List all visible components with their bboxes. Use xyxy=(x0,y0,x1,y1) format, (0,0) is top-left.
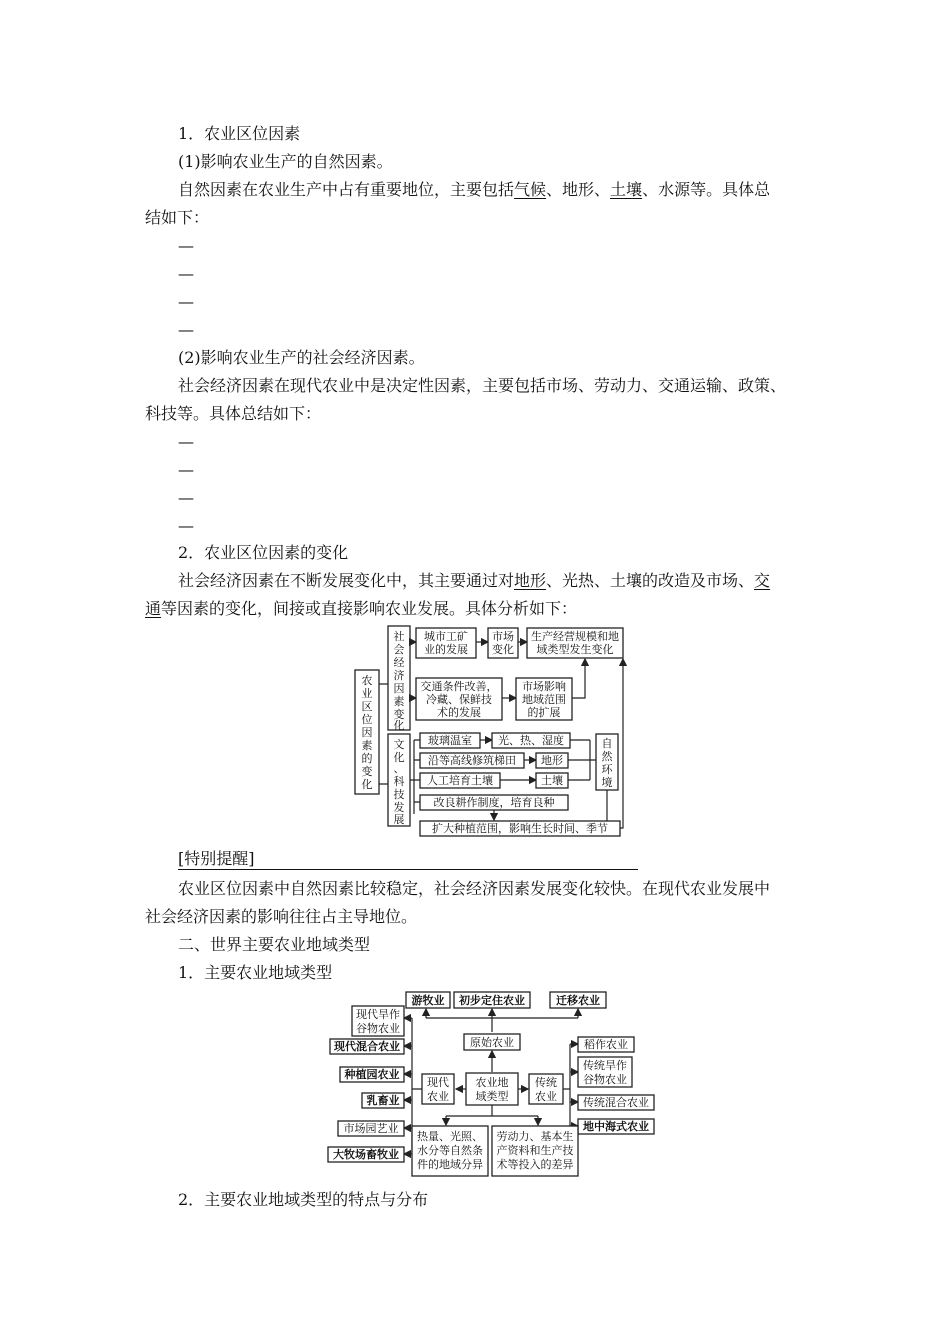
paragraph-changes-cont: 通等因素的变化，间接或直接影响农业发展。具体分析如下： xyxy=(145,599,578,618)
blank-line: — xyxy=(178,432,194,451)
paragraph-natural-cont: 结如下： xyxy=(145,208,210,227)
section-heading-factors: 1．农业区位因素 xyxy=(178,124,301,143)
cause-natural-label: 热量、光照、水分等自然条件的地域分异 xyxy=(417,1130,483,1171)
modern-grain-label: 现代旱作谷物农业 xyxy=(356,1008,400,1035)
horticulture-label: 市场园艺业 xyxy=(343,1122,399,1135)
improve-label: 改良耕作制度，培育良种 xyxy=(433,796,555,809)
cause-input-label: 劳动力、基本生产资料和生产技术等投入的差异 xyxy=(496,1130,574,1171)
soil-make-label: 人工培育土壤 xyxy=(427,774,493,787)
special-tip-title: [特别提醒] xyxy=(178,849,638,870)
paragraph-natural: 自然因素在农业生产中占有重要地位，主要包括气候、地形、土壤、水源等。具体总 xyxy=(178,180,771,199)
mediterranean-label: 地中海式农业 xyxy=(583,1120,649,1133)
section-heading-changes: 2．农业区位因素的变化 xyxy=(178,543,349,562)
market-label: 市场变化 xyxy=(492,630,514,656)
settled-label: 初步定住农业 xyxy=(459,994,525,1007)
tip-paragraph: 农业区位因素中自然因素比较稳定，社会经济因素发展变化较快。在现代农业发展中 xyxy=(178,879,771,898)
social-label: 社会经济因素变化 xyxy=(393,630,405,732)
dairy-label: 乳畜业 xyxy=(366,1094,400,1107)
glass-label: 玻璃温室 xyxy=(428,734,472,747)
blank-line: — xyxy=(178,264,194,283)
subheading-natural: (1)影响农业生产的自然因素。 xyxy=(178,152,393,171)
terrace-label: 沿等高线修筑梯田 xyxy=(428,754,516,767)
blank-line: — xyxy=(178,320,194,339)
factor-change-diagram xyxy=(350,622,630,840)
expand-label: 扩大种植范围，影响生长时间、季节 xyxy=(432,822,608,835)
nomad-label: 游牧业 xyxy=(411,994,445,1007)
paragraph-social: 社会经济因素在现代农业中是决定性因素，主要包括市场、劳动力、交通运输、政策、 xyxy=(178,376,787,395)
subheading-main-types: 1．主要农业地域类型 xyxy=(178,963,333,982)
light-label: 光、热、湿度 xyxy=(498,734,564,747)
blank-line: — xyxy=(178,236,194,255)
blank-line: — xyxy=(178,488,194,507)
paragraph-social-cont: 科技等。具体总结如下： xyxy=(145,404,322,423)
primitive-label: 原始农业 xyxy=(470,1036,514,1049)
plantation-label: 种植园农业 xyxy=(344,1068,400,1081)
market-range-label: 市场影响地域范围的扩展 xyxy=(522,680,566,719)
blank-line: — xyxy=(178,516,194,535)
rice-label: 稻作农业 xyxy=(584,1038,628,1051)
center-label: 农业地域类型 xyxy=(475,1076,509,1103)
paragraph-changes: 社会经济因素在不断发展变化中，其主要通过对地形、光热、土壤的改造及市场、交 xyxy=(178,571,771,590)
trad-mixed-label: 传统混合农业 xyxy=(583,1096,649,1109)
nature-label: 自然环境 xyxy=(601,737,613,789)
tip-paragraph-cont: 社会经济因素的影响往往占主导地位。 xyxy=(145,907,418,926)
scale-label: 生产经营规模和地域类型发生变化 xyxy=(531,630,619,656)
agri-type-diagram xyxy=(326,988,688,1184)
soil-label: 土壤 xyxy=(541,774,563,787)
blank-line: — xyxy=(178,460,194,479)
blank-line: — xyxy=(178,292,194,311)
modern-mixed-label: 现代混合农业 xyxy=(334,1040,400,1053)
modern-label: 现代农业 xyxy=(427,1076,449,1103)
city-label: 城市工矿业的发展 xyxy=(424,630,468,656)
root-label: 农业区位因素的变化 xyxy=(361,674,373,791)
tech-label: 文化、科技发展 xyxy=(393,738,405,826)
terrain-label: 地形 xyxy=(541,754,563,767)
transport-label: 交通条件改善，冷藏、保鲜技术的发展 xyxy=(420,680,498,719)
traditional-label: 传统农业 xyxy=(535,1076,557,1103)
section-heading-types: 二、世界主要农业地域类型 xyxy=(178,935,371,954)
shifting-label: 迁移农业 xyxy=(556,994,600,1007)
trad-grain-label: 传统旱作谷物农业 xyxy=(583,1059,627,1086)
ranch-label: 大牧场畜牧业 xyxy=(333,1148,399,1161)
subheading-features: 2．主要农业地域类型的特点与分布 xyxy=(178,1190,429,1209)
subheading-social: (2)影响农业生产的社会经济因素。 xyxy=(178,348,425,367)
